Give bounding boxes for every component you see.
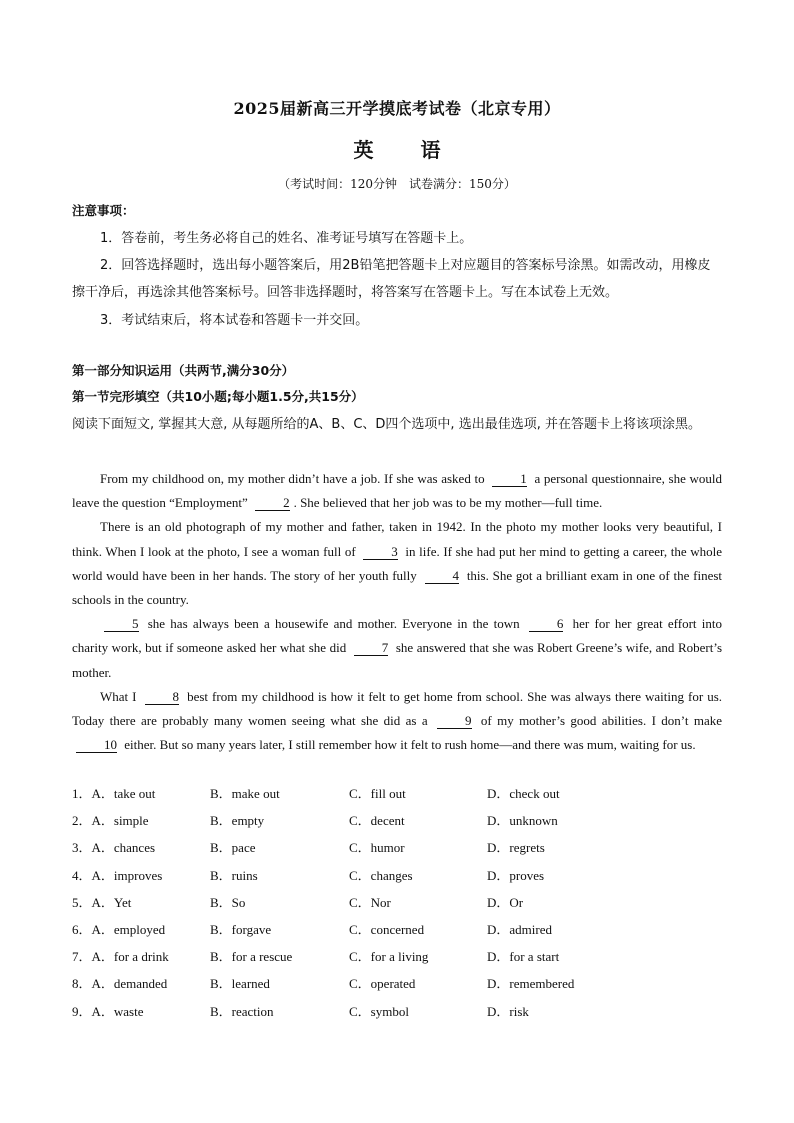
options-list [72, 783, 722, 1028]
option-d: D．remembered [487, 976, 575, 992]
option-row-9 [72, 1001, 722, 1028]
option-a: 6．A．employed [72, 921, 166, 937]
option-d: D．proves [487, 867, 545, 883]
notes-heading: 注意事项： [72, 203, 135, 218]
passage-text: . She believed that her job was to be my mother—full time. [293, 495, 603, 511]
option-a: 7．A．for a drink [72, 949, 169, 965]
part1-heading: 第一部分知识运用（共两节,满分30分） [72, 363, 295, 378]
passage-text: What I [100, 688, 137, 704]
option-b: B．empty [210, 813, 265, 829]
option-d: D．Or [487, 894, 524, 910]
option-b: B．for a rescue [210, 949, 293, 965]
passage-paragraph [72, 515, 722, 612]
directions: 阅读下面短文, 掌握其大意, 从每题所给的A、B、C、D四个选项中, 选出最佳选项, 并在答题卡上将该项涂黑。 [72, 417, 701, 432]
note-item-2: 2．回答选择题时，选出每小题答案后，用2B铅笔把答题卡上对应题目的答案标号涂黑。如需改动，用橡皮擦干净后，再选涂其他答案标号。回答非选择题时，将答案写在答题卡上。写在本试卷上无效。 [72, 258, 711, 300]
blank-4: 4 [425, 569, 460, 584]
option-row-6 [72, 919, 722, 946]
option-c: C．operated [349, 976, 416, 992]
blank-8: 8 [145, 690, 180, 705]
passage-text: she has always been a housewife and mother. Everyone in the town [147, 616, 520, 632]
option-b: B．So [210, 894, 246, 910]
passage-text: There is an old photograph of my mother and father, taken in 1942. In the photo my mother looks very beautiful, I think. When I look at the photo, I see a woman full of [72, 519, 722, 559]
option-b: B．forgave [210, 921, 272, 937]
option-c: C．humor [349, 840, 405, 856]
option-d: D．for a start [487, 949, 560, 965]
section1-heading: 第一节完形填空（共10小题;每小题1.5分,共15分） [72, 389, 364, 404]
option-c: C．fill out [349, 786, 406, 801]
option-row-1 [72, 783, 722, 810]
option-d: D．risk [487, 1003, 529, 1019]
passage-paragraph [72, 685, 722, 758]
exam-title: 2025届新高三开学摸底考试卷（北京专用） [233, 99, 561, 118]
option-a: 3．A．chances [72, 840, 156, 856]
option-b: B．ruins [210, 867, 258, 883]
blank-3: 3 [363, 545, 398, 560]
option-c: C．symbol [349, 1003, 409, 1019]
option-b: B．make out [210, 786, 280, 801]
passage-text: From my childhood on, my mother didn’t have a job. If she was asked to [100, 471, 485, 486]
blank-5: 5 [104, 617, 139, 632]
passage-text: best from my childhood is how it felt to get home from school. She was always there waiting for us. Today there are probably many women seeing what she did as a [72, 688, 723, 729]
option-row-4 [72, 865, 722, 892]
passage-text: a personal questionnaire, she would leave the question “Employment” [72, 471, 723, 511]
note-item-1: 1．答卷前，考生务必将自己的姓名、准考证号填写在答题卡上。 [100, 231, 473, 246]
exam-info: （考试时间：120分钟 试卷满分：150分） [278, 177, 516, 191]
option-a: 1．A．take out [72, 786, 156, 801]
passage-text: this. She got a brilliant exam in one of the finest schools in the country. [72, 567, 723, 608]
passage-paragraph [72, 612, 722, 685]
option-d: D．unknown [487, 813, 558, 829]
option-c: C．changes [349, 867, 413, 883]
passage-text: in life. If she had put her mind to getting a career, the whole world would have been in her hands. The story of her youth fully [72, 543, 723, 583]
subject-title: 英 语 [353, 138, 441, 162]
passage-text: she answered that she was Robert Greene’s wife, and Robert’s mother. [72, 640, 723, 680]
blank-7: 7 [354, 641, 389, 656]
passage-text: either. But so many years later, I still remember how it felt to rush home—and there was mum, waiting for us. [124, 737, 696, 753]
option-row-3 [72, 837, 722, 864]
option-c: C．for a living [349, 949, 429, 965]
option-d: D．regrets [487, 840, 545, 856]
blank-9: 9 [437, 714, 472, 729]
option-a: 5．A．Yet [72, 894, 132, 910]
option-a: 9．A．waste [72, 1003, 144, 1019]
option-row-5 [72, 892, 722, 919]
passage-text: her for her great effort into charity work, but if someone asked her what she did [72, 616, 722, 656]
option-a: 2．A．simple [72, 813, 149, 829]
passage-text: of my mother’s good abilities. I don’t make [480, 713, 723, 729]
option-b: B．reaction [210, 1003, 274, 1019]
blank-10: 10 [76, 738, 117, 753]
option-a: 4．A．improves [72, 867, 163, 883]
option-c: C．decent [349, 813, 405, 829]
passage-paragraph [72, 467, 722, 515]
option-d: D．admired [487, 921, 552, 937]
note-item-3: 3．考试结束后，将本试卷和答题卡一并交回。 [100, 313, 369, 328]
blank-1: 1 [492, 472, 527, 487]
blank-6: 6 [529, 617, 564, 632]
option-row-8 [72, 973, 722, 1000]
option-d: D．check out [487, 786, 560, 801]
option-b: B．pace [210, 840, 256, 856]
option-row-2 [72, 810, 722, 837]
option-c: C．Nor [349, 894, 391, 910]
option-row-7 [72, 946, 722, 973]
blank-2: 2 [255, 496, 290, 511]
option-b: B．learned [210, 976, 270, 992]
option-a: 8．A．demanded [72, 976, 168, 992]
cloze-passage [72, 467, 722, 757]
option-c: C．concerned [349, 921, 425, 937]
